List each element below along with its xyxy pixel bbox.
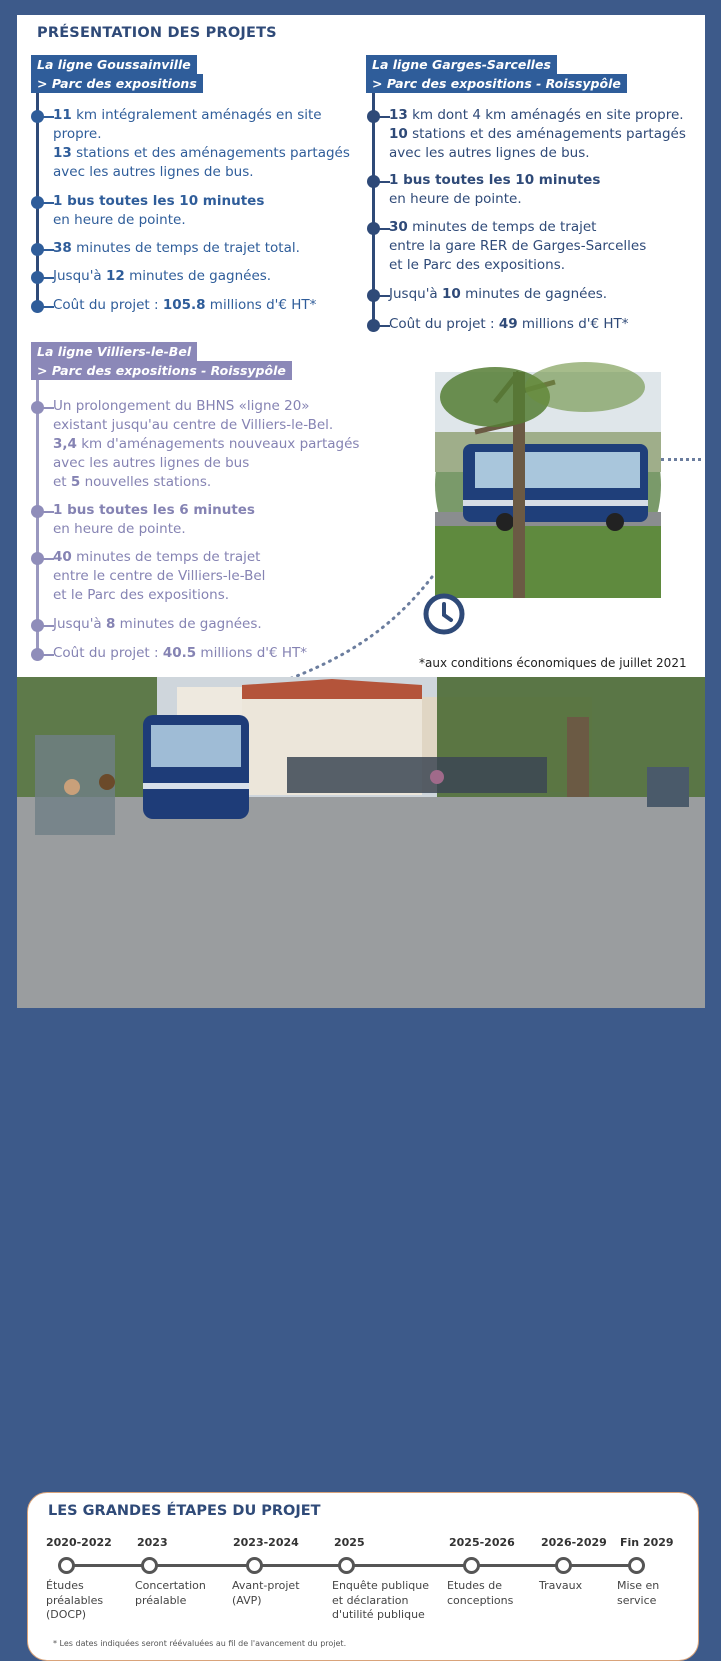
milestone-node xyxy=(463,1557,480,1574)
milestone-date: 2023 xyxy=(137,1536,168,1549)
milestone-label: Etudes de conceptions xyxy=(447,1579,514,1607)
milestone-date: Fin 2029 xyxy=(620,1536,674,1549)
garges-item-gain: Jusqu'à 10 minutes de gagnées. xyxy=(389,286,608,302)
page-title: PRÉSENTATION DES PROJETS xyxy=(37,25,277,41)
milestone-label: Mise en service xyxy=(617,1579,660,1607)
milestone-node xyxy=(338,1557,355,1574)
street-photo-illustration xyxy=(17,677,705,1008)
milestone-node xyxy=(246,1557,263,1574)
goussainville-item-gain: Jusqu'à 12 minutes de gagnées. xyxy=(53,268,272,284)
villiers-item-frequency: 1 bus toutes les 6 minutes en heure de pointe. xyxy=(53,502,255,537)
milestone-label: Avant-projet (AVP) xyxy=(232,1579,300,1607)
villiers-item-cost: Coût du projet : 40.5 millions d'€ HT* xyxy=(53,645,308,661)
milestone-date: 2025 xyxy=(334,1536,365,1549)
goussainville-item-duration: 38 minutes de temps de trajet total. xyxy=(53,240,300,256)
milestone-node xyxy=(58,1557,75,1574)
milestone-node xyxy=(628,1557,645,1574)
clock-icon xyxy=(423,593,465,635)
goussainville-header: La ligne Goussainville > Parc des expositions xyxy=(31,55,203,93)
garges-header: La ligne Garges-Sarcelles > Parc des expositions - Roissypôle xyxy=(366,55,627,93)
garges-item-length: 13 km dont 4 km aménagés en site propre. 10 stations et des aménagements partagés avec les autres lignes de bus. xyxy=(389,107,686,161)
milestone-date: 2020-2022 xyxy=(46,1536,112,1549)
villiers-header: La ligne Villiers-le-Bel > Parc des expositions - Roissypôle xyxy=(31,342,292,380)
milestone-date: 2023-2024 xyxy=(233,1536,299,1549)
project-timeline-card xyxy=(27,1492,699,1661)
villiers-item-extension: Un prolongement du BHNS «ligne 20» existant jusqu'au centre de Villiers-le-Bel. 3,4 km d'aménagements nouveaux partagés avec les autres lignes de bus et 5 nouvelles stations. xyxy=(53,398,360,490)
goussainville-item-length: 11 km intégralement aménagés en site propre. 13 stations et des aménagements partagés avec les autres lignes de bus. xyxy=(53,107,350,180)
timeline-note: * Les dates indiquées seront réévaluées au fil de l'avancement du projet. xyxy=(53,1639,347,1648)
garges-item-cost: Coût du projet : 49 millions d'€ HT* xyxy=(389,316,629,332)
bus-photo-circle xyxy=(435,372,661,598)
garges-item-duration: 30 minutes de temps de trajet entre la gare RER de Garges-Sarcelles et le Parc des expositions. xyxy=(389,219,647,273)
garges-item-frequency: 1 bus toutes les 10 minutes en heure de pointe. xyxy=(389,172,601,207)
timeline-title: LES GRANDES ÉTAPES DU PROJET xyxy=(48,1503,321,1519)
dotted-connector xyxy=(661,458,701,461)
milestone-node xyxy=(555,1557,572,1574)
villiers-item-gain: Jusqu'à 8 minutes de gagnées. xyxy=(53,616,262,632)
street-photo xyxy=(17,677,705,1648)
project-sheet xyxy=(17,15,705,1648)
cost-footnote: *aux conditions économiques de juillet 2021 xyxy=(419,656,687,670)
bus-photo-illustration xyxy=(435,372,661,598)
milestone-node xyxy=(141,1557,158,1574)
goussainville-item-frequency: 1 bus toutes les 10 minutes en heure de pointe. xyxy=(53,193,265,228)
milestone-date: 2025-2026 xyxy=(449,1536,515,1549)
milestone-label: Concertation préalable xyxy=(135,1579,206,1607)
milestone-date: 2026-2029 xyxy=(541,1536,607,1549)
milestone-label: Enquête publique et déclaration d'utilité publique xyxy=(332,1579,429,1621)
milestone-label: Études préalables (DOCP) xyxy=(46,1579,104,1621)
villiers-item-duration: 40 minutes de temps de trajet entre le centre de Villiers-le-Bel et le Parc des expositions. xyxy=(53,549,266,603)
milestone-label: Travaux xyxy=(539,1579,583,1592)
goussainville-item-cost: Coût du projet : 105.8 millions d'€ HT* xyxy=(53,297,317,313)
